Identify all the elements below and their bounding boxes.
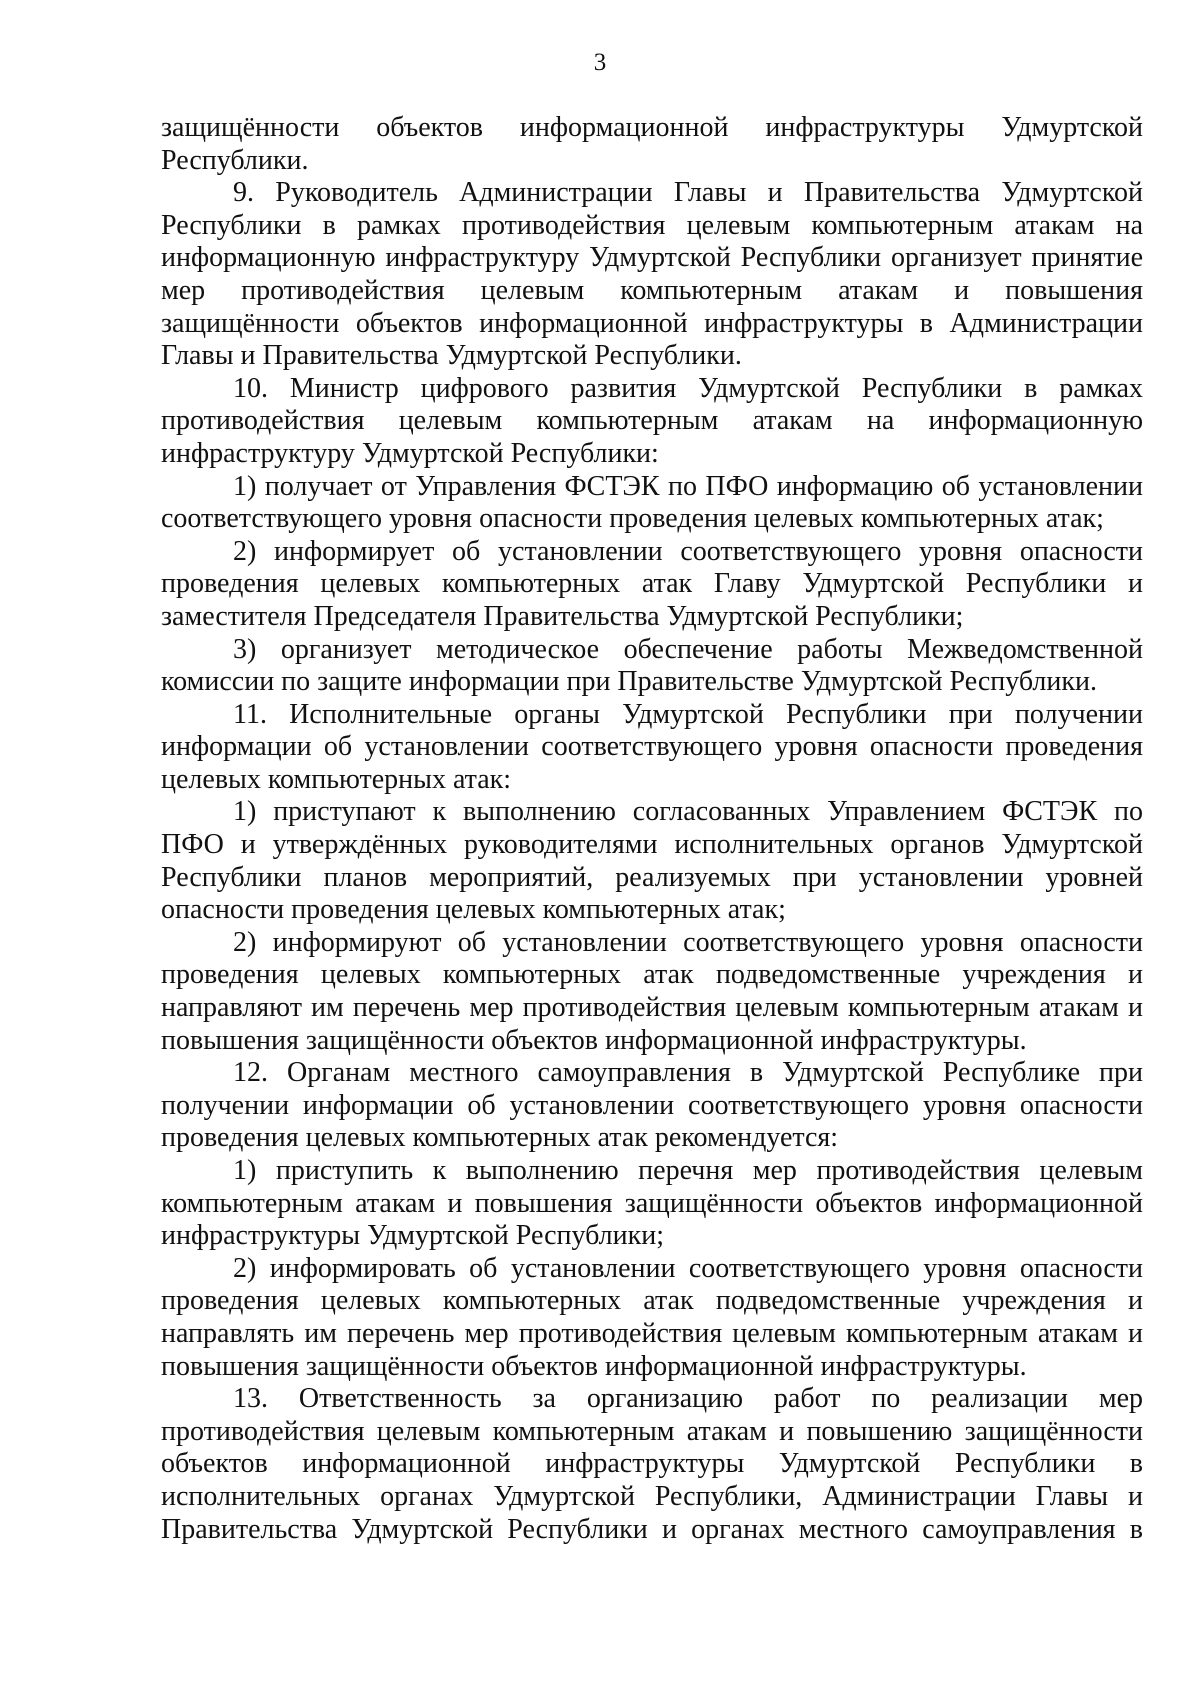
paragraph-item-12: 12. Органам местного самоуправления в Удмуртской Республике при получении информации об установлении соответствующего уровня опасности проведения целевых компьютерных атак рекомендуется: bbox=[161, 1057, 1143, 1154]
paragraph-item-9: 9. Руководитель Администрации Главы и Правительства Удмуртской Республики в рамках противодействия целевым компьютерным атакам на информационную инфраструктуру Удмуртской Республики организует принятие мер противодействия целевым компьютерным атакам и повышения защищённости объектов информационной инфраструктуры в Администрации Главы и Правительства Удмуртской Республики. bbox=[161, 177, 1143, 372]
paragraph-item-13: 13. Ответственность за организацию работ по реализации мер противодействия целевым компьютерным атакам и повышению защищённости объектов информационной инфраструктуры Удмуртской Республики в исполнительных органах Удмуртской Республики, Администрации Главы и Правительства Удмуртской Республики и органах местного самоуправления в bbox=[161, 1383, 1143, 1545]
paragraph-item-11-2: 2) информируют об установлении соответствующего уровня опасности проведения целевых компьютерных атак подведомственные учреждения и направляют им перечень мер противодействия целевым компьютерным атакам и повышения защищённости объектов информационной инфраструктуры. bbox=[161, 926, 1143, 1056]
paragraph-item-12-2: 2) информировать об установлении соответствующего уровня опасности проведения целевых компьютерных атак подведомственные учреждения и направлять им перечень мер противодействия целевым компьютерным атакам и повышения защищённости объектов информационной инфраструктуры. bbox=[161, 1252, 1143, 1382]
document-body bbox=[161, 112, 1143, 1546]
paragraph-item-12-1: 1) приступить к выполнению перечня мер противодействия целевым компьютерным атакам и повышения защищённости объектов информационной инфраструктуры Удмуртской Республики; bbox=[161, 1155, 1143, 1252]
paragraph-item-10-2: 2) информирует об установлении соответствующего уровня опасности проведения целевых компьютерных атак Главу Удмуртской Республики и заместителя Председателя Правительства Удмуртской Республики; bbox=[161, 535, 1143, 632]
paragraph-item-11: 11. Исполнительные органы Удмуртской Республики при получении информации об установлении соответствующего уровня опасности проведения целевых компьютерных атак: bbox=[161, 698, 1143, 795]
paragraph-item-10-1: 1) получает от Управления ФСТЭК по ПФО информацию об установлении соответствующего уровня опасности проведения целевых компьютерных атак; bbox=[161, 470, 1143, 535]
page-number: 3 bbox=[593, 49, 607, 76]
paragraph-item-11-1: 1) приступают к выполнению согласованных Управлением ФСТЭК по ПФО и утверждённых руководителями исполнительных органов Удмуртской Республики планов мероприятий, реализуемых при установлении уровней опасности проведения целевых компьютерных атак; bbox=[161, 796, 1143, 926]
paragraph-item-10-3: 3) организует методическое обеспечение работы Межведомственной комиссии по защите информации при Правительстве Удмуртской Республики. bbox=[161, 633, 1143, 698]
paragraph-item-10: 10. Министр цифрового развития Удмуртской Республики в рамках противодействия целевым компьютерным атакам на информационную инфраструктуру Удмуртской Республики: bbox=[161, 372, 1143, 469]
paragraph-continuation: защищённости объектов информационной инфраструктуры Удмуртской Республики. bbox=[161, 112, 1143, 176]
